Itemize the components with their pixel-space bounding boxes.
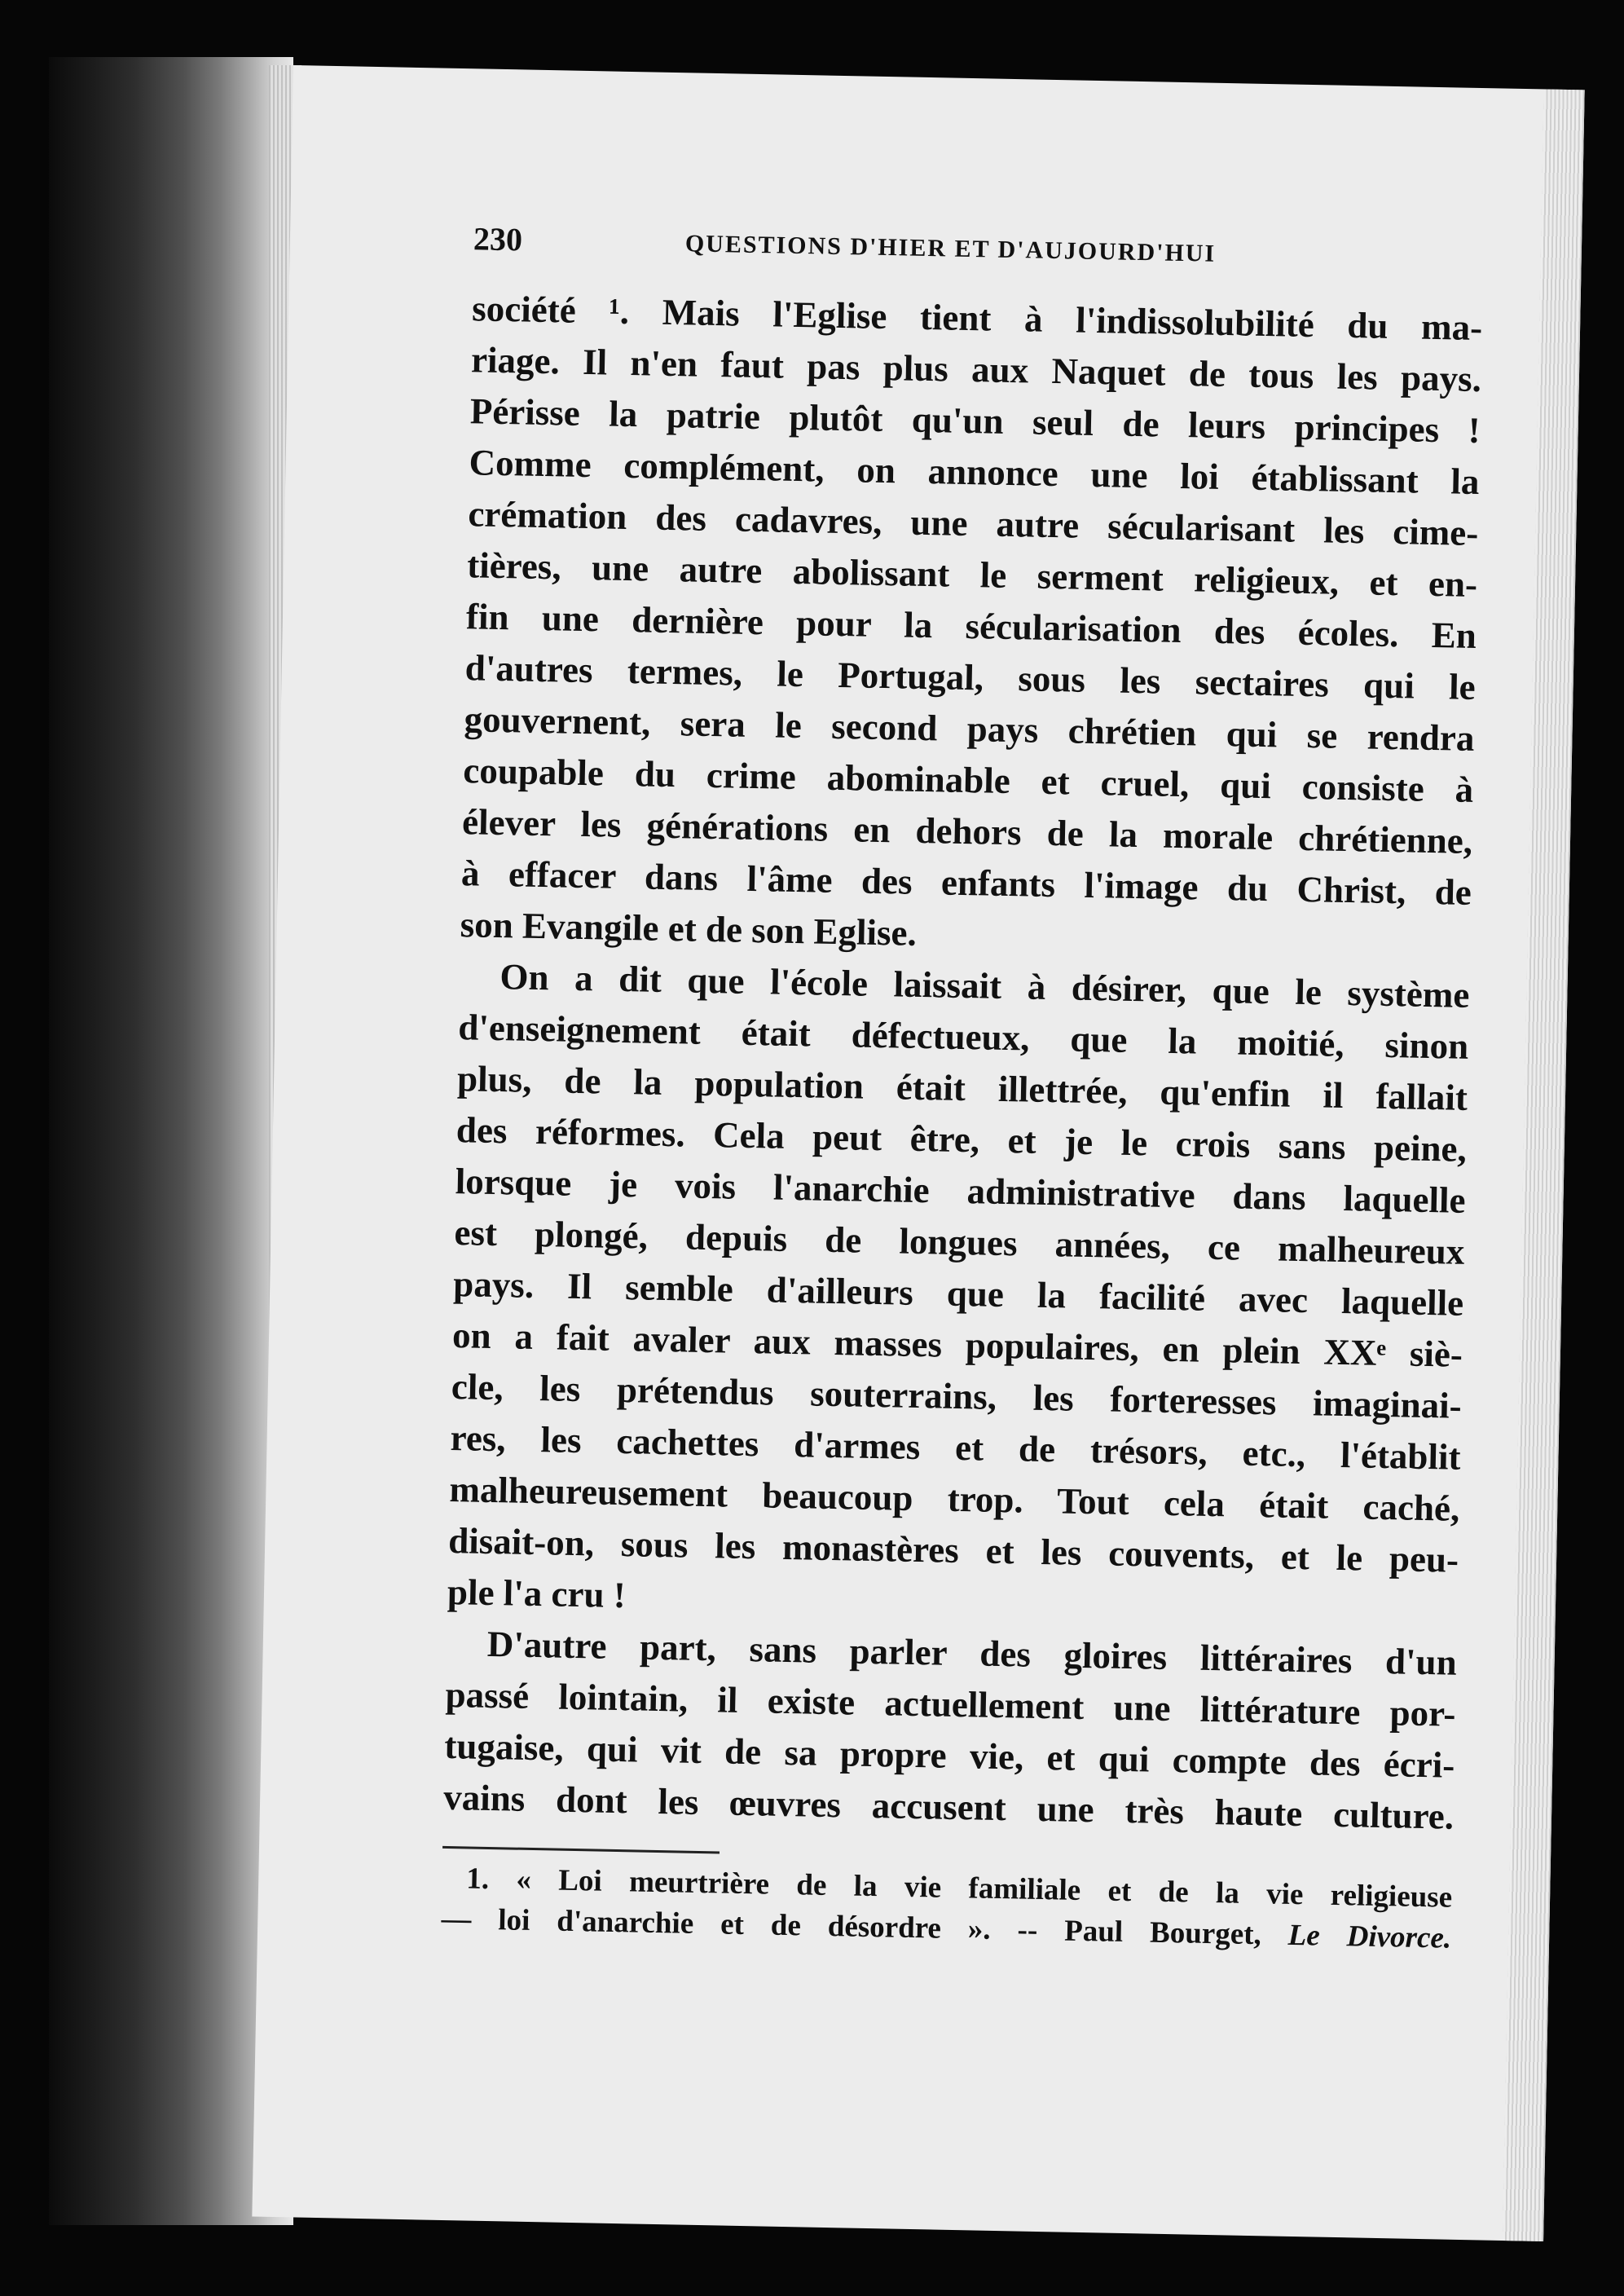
text-line: cle, les prétendus souterrains, les forteresses imaginai- [451,1366,1463,1426]
paragraph-1 [460,283,1482,970]
book-page [252,65,1584,2241]
text-line: riage. Il n'en faut pas plus aux Naquet de tous les pays. [470,339,1482,400]
text-line: à effacer dans l'âme des enfants l'image du Christ, de [460,853,1472,913]
footnote-book-title: Le Divorce. [1287,1918,1452,1955]
text-line: des réformes. Cela peut être, et je le crois sans peine, [456,1109,1468,1170]
page-edge [1503,89,1585,2241]
text-line: crémation des cadavres, une autre sécularisant les cime- [467,493,1479,554]
text-line: plus, de la population était illettrée, qu'enfin il fallait [456,1058,1468,1118]
text-line: Comme complément, on annonce une loi établissant la [469,442,1480,503]
text-line: tières, une autre abolissant le serment religieux, et en- [466,544,1478,606]
paragraph-2 [447,950,1469,1637]
text-line: ple l'a cru ! [447,1571,627,1616]
running-title: QUESTIONS D'HIER ET D'AUJOURD'HUI [684,230,1217,267]
text-line: tugaise, qui vit de sa propre vie, et qui compte des écri- [443,1725,1455,1786]
footnote [441,1858,1453,1959]
body-text [443,283,1483,1842]
text-line: res, les cachettes d'armes et de trésors, etc., l'établit [450,1417,1461,1478]
text-line: On a dit que l'école laissait à désirer, que le système [500,956,1470,1016]
text-line: passé lointain, il existe actuellement une littérature por- [445,1673,1456,1734]
footnote-text: — loi d'anarchie et de désordre ». -- Paul Bourget, [440,1902,1262,1952]
text-line: on a fait avaler aux masses populaires, en plein XXᵉ siè- [451,1315,1463,1375]
text-line: vains dont les œuvres accusent une très haute culture. [442,1776,1455,1837]
text-line: pays. Il semble d'ailleurs que la facilité avec laquelle [452,1263,1464,1324]
text-line: société ¹. Mais l'Eglise tient à l'indissolubilité du ma- [471,288,1483,349]
running-head [473,219,1484,288]
text-line: malheureusement beaucoup trop. Tout cela était caché, [449,1469,1460,1529]
text-line: fin une dernière pour la sécularisation des écoles. En [465,596,1477,656]
paragraph-3 [443,1618,1458,1843]
book-spine-shadow [49,57,293,2225]
text-line: gouvernent, sera le second pays chrétien qui se rendra [464,698,1475,759]
text-line: Périsse la patrie plutôt qu'un seul de leurs principes ! [469,390,1481,452]
text-line: D'autre part, sans parler des gloires littéraires d'un [486,1623,1458,1683]
page-number: 230 [473,220,523,258]
text-line: coupable du crime abominable et cruel, qui consiste à [462,750,1474,810]
text-line: d'enseignement était défectueux, que la moitié, sinon [457,1007,1469,1067]
footnote-rule [442,1846,720,1854]
text-line: est plongé, depuis de longues années, ce malheureux [454,1212,1465,1272]
footnote-line: 1. « Loi meurtrière de la vie familiale et de la vie religieuse [465,1862,1453,1915]
page-text-block [441,219,1484,1959]
text-line: disait-on, sous les monastères et les couvents, et le peu- [447,1519,1459,1580]
text-line: élever les générations en dehors de la morale chrétienne, [461,801,1473,862]
text-line: lorsque je vois l'anarchie administrative dans laquelle [455,1161,1467,1221]
text-line: d'autres termes, le Portugal, sous les sectaires qui le [464,647,1477,707]
text-line: son Evangile et de son Eglise. [460,904,918,954]
